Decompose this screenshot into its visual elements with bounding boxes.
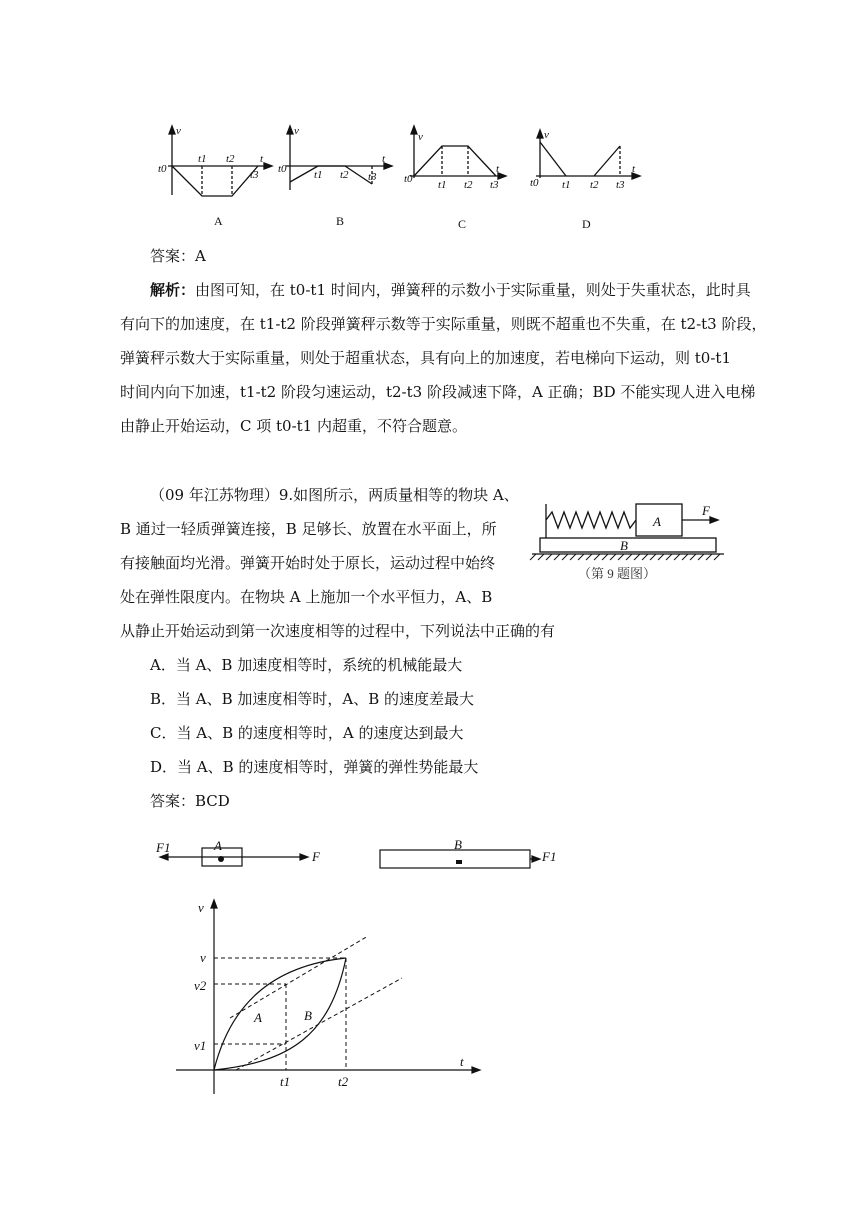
graph-c <box>410 126 506 179</box>
graph-a-t-label: t <box>260 153 264 165</box>
graph-d-t-label: t <box>632 163 636 175</box>
graph-c-t2: t2 <box>464 179 473 191</box>
question-line-1: （09 年江苏物理）9.如图所示，两质量相等的物块 A、 <box>150 486 519 504</box>
force-diagram <box>150 836 590 880</box>
caption-c: C <box>458 217 467 231</box>
analysis-head: 解析： <box>150 281 196 299</box>
figure-caption: （第 9 题图） <box>578 566 657 581</box>
option-b: B．当 A、B 加速度相等时，A、B 的速度差最大 <box>150 690 475 708</box>
option-c: C．当 A、B 的速度相等时，A 的速度达到最大 <box>150 724 464 742</box>
graph-c-v-label: v <box>418 131 423 143</box>
question-line-2: B 通过一轻质弹簧连接，B 足够长、放置在水平面上，所 <box>120 520 497 538</box>
force-b-label: B <box>454 837 462 852</box>
graph-c-t3: t3 <box>490 179 499 191</box>
fig-force-label: F <box>702 503 710 518</box>
graph-b-t-label: t <box>382 153 386 165</box>
caption-b: B <box>336 214 345 228</box>
caption-a: A <box>214 214 223 228</box>
graph-d-v-label: v <box>544 129 549 141</box>
block-b-dot <box>456 860 462 864</box>
answer-1: 答案：A <box>150 247 206 265</box>
graph-d <box>536 130 640 179</box>
vt-option-graphs <box>150 120 650 235</box>
graph-b-t0: t0 <box>278 163 287 175</box>
vt-t2-label: t2 <box>338 1074 349 1089</box>
analysis-line-2: 有向下的加速度，在 t1-t2 阶段弹簧秤示数等于实际重量，则既不超重也不失重，在 t2-t3 阶段， <box>120 315 767 333</box>
graph-c-t-label: t <box>496 163 500 175</box>
graph-a-t0: t0 <box>158 163 167 175</box>
spring-block-figure <box>518 498 738 588</box>
force-a-label: A <box>214 838 222 853</box>
vt-v1-label: v1 <box>194 1038 207 1053</box>
graph-b-v-label: v <box>294 125 299 137</box>
vt-t1-label: t1 <box>280 1074 291 1089</box>
analysis-line-1: 解析：由图可知，在 t0-t1 时间内，弹簧秤的示数小于实际重量，则处于失重状态，此时具 <box>150 281 751 299</box>
force-f1-left-label: F1 <box>156 840 171 855</box>
option-d: D．当 A、B 的速度相等时，弹簧的弹性势能最大 <box>150 758 479 776</box>
vt-axis-v-label: v <box>198 900 204 915</box>
graph-a-t2: t2 <box>226 153 235 165</box>
graph-d-t1: t1 <box>562 179 571 191</box>
question-line-3: 有接触面均光滑。弹簧开始时处于原长，运动过程中始终 <box>120 554 496 572</box>
fig-block-b-label: B <box>620 538 628 553</box>
option-a: A．当 A、B 加速度相等时，系统的机械能最大 <box>150 656 463 674</box>
force-f1-right-label: F1 <box>542 849 557 864</box>
graph-a-v-label: v <box>176 125 181 137</box>
vt-curve-a-label: A <box>254 1010 262 1025</box>
graph-c-t1: t1 <box>438 179 447 191</box>
graph-d-t0: t0 <box>530 177 539 189</box>
graph-a <box>168 126 272 196</box>
graph-d-t2: t2 <box>590 179 599 191</box>
analysis-line-4: 时间内向下加速，t1-t2 阶段匀速运动，t2-t3 阶段减速下降，A 正确；BD 不能实现人进入电梯 <box>120 383 756 401</box>
vt-axis-t-label: t <box>460 1054 464 1069</box>
question-line-5: 从静止开始运动到第一次速度相等的过程中，下列说法中正确的有 <box>120 622 556 640</box>
vt-v2-label: v2 <box>194 978 207 993</box>
graph-a-t3: t3 <box>250 169 259 181</box>
vt-curve-b-label: B <box>304 1008 312 1023</box>
vt-v-label: v <box>200 950 206 965</box>
force-f-label: F <box>312 849 320 864</box>
block-a-dot <box>218 856 224 862</box>
vt-graph <box>170 896 490 1096</box>
answer-2: 答案：BCD <box>150 792 230 810</box>
analysis-line-5: 由静止开始运动，C 项 t0-t1 内超重，不符合题意。 <box>120 417 467 435</box>
fig-block-a-label: A <box>653 514 661 529</box>
graph-b-t3: t3 <box>368 171 377 183</box>
question-line-4: 处在弹性限度内。在物块 A 上施加一个水平恒力，A、B <box>120 588 493 606</box>
caption-d: D <box>582 217 591 231</box>
graph-c-t0: t0 <box>404 173 413 185</box>
graph-b-t2: t2 <box>340 169 349 181</box>
analysis-line-3: 弹簧秤示数大于实际重量，则处于超重状态，具有向上的加速度，若电梯向下运动，则 t0-t1 <box>120 349 731 367</box>
graph-d-t3: t3 <box>616 179 625 191</box>
graph-b-t1: t1 <box>314 169 323 181</box>
graph-a-t1: t1 <box>198 153 207 165</box>
